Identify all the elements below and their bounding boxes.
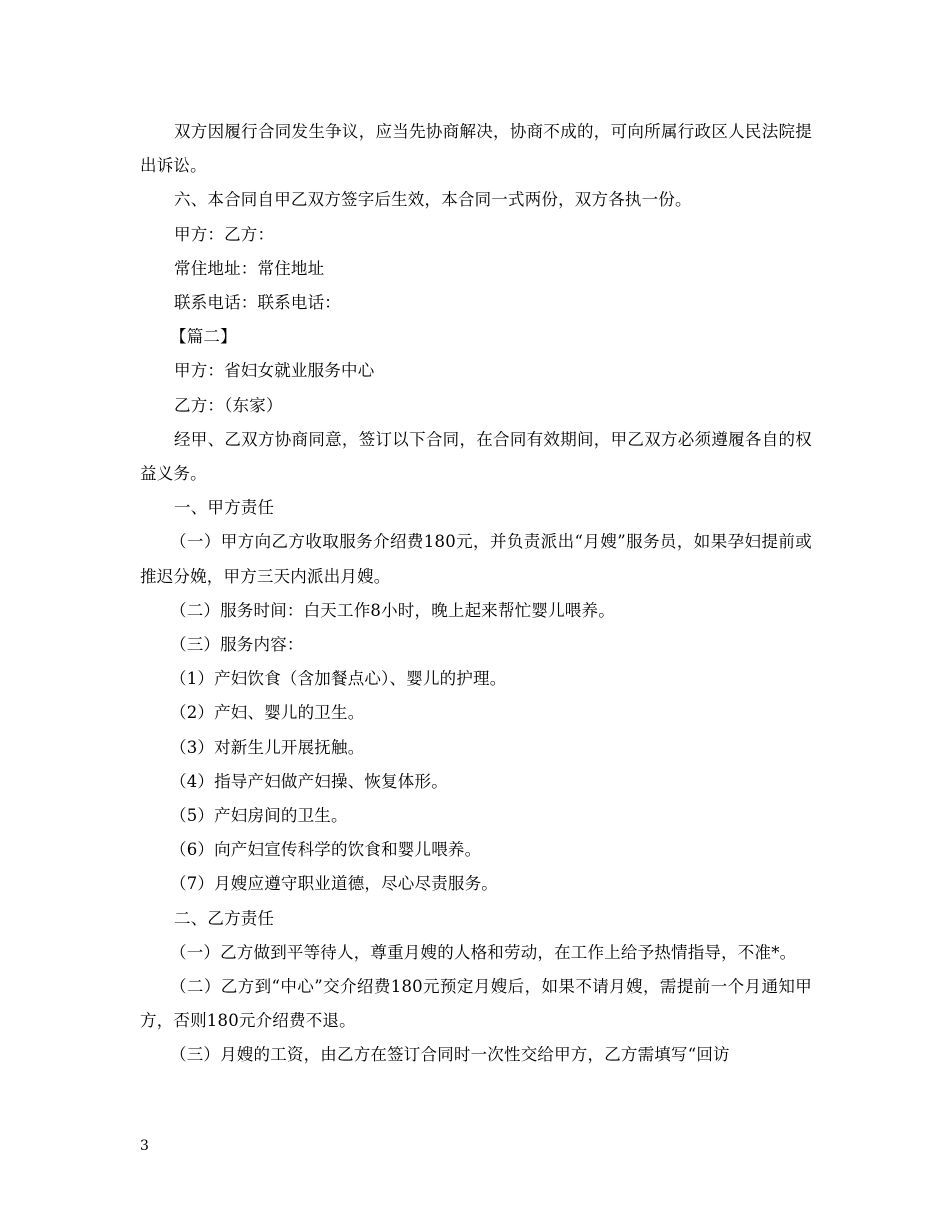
heading-party-a-duties: 一、甲方责任 <box>174 498 275 518</box>
paragraph-phone: 联系电话：联系电话： <box>174 293 341 313</box>
paragraph-party-b: 乙方：（东家） <box>174 395 283 415</box>
list-item-service-3: （3）对新生儿开展抚触。 <box>170 737 365 757</box>
section-heading-part-two: 【篇二】 <box>170 327 237 347</box>
paragraph-signatories: 甲方：乙方： <box>174 224 275 244</box>
list-item-service-7: （7）月嫂应遵守职业道德，尽心尽责服务。 <box>170 874 498 894</box>
heading-party-b-duties: 二、乙方责任 <box>174 908 275 928</box>
list-item-service-4: （4）指导产妇做产妇操、恢复体形。 <box>170 771 448 791</box>
page-number: 3 <box>140 1138 149 1154</box>
paragraph-a-duty-2: （二）服务时间：白天工作8小时，晚上起来帮忙婴儿喂养。 <box>170 600 615 620</box>
paragraph-b-duty-1: （一）乙方做到平等待人，尊重月嫂的人格和劳动，在工作上给予热情指导，不准*。 <box>170 942 797 962</box>
paragraph-b-duty-3: （三）月嫂的工资，由乙方在签订合同时一次性交给甲方，乙方需填写“回访 <box>170 1045 730 1065</box>
paragraph-agreement-intro: 经甲、乙双方协商同意，签订以下合同，在合同有效期间，甲乙双方必须遵履各自的权益义务。 <box>140 429 812 484</box>
paragraph-a-duty-1: （一）甲方向乙方收取服务介绍费180元，并负责派出“月嫂”服务员，如果孕妇提前或推迟分娩，甲方三天内派出月嫂。 <box>140 532 812 586</box>
list-item-service-6: （6）向产妇宣传科学的饮食和婴儿喂养。 <box>170 840 482 860</box>
list-item-service-5: （5）产妇房间的卫生。 <box>170 806 348 826</box>
paragraph-party-a: 甲方：省妇女就业服务中心 <box>174 361 375 381</box>
list-item-service-2: （2）产妇、婴儿的卫生。 <box>170 703 365 723</box>
paragraph-dispute: 双方因履行合同发生争议，应当先协商解决，协商不成的，可向所属行政区人民法院提出诉讼。 <box>140 122 812 176</box>
list-item-service-1: （1）产妇饮食（含加餐点心）、婴儿的护理。 <box>170 669 507 689</box>
document-body <box>140 115 812 1073</box>
paragraph-a-duty-3: （三）服务内容： <box>170 635 304 655</box>
paragraph-b-duty-2: （二）乙方到“中心”交介绍费180元预定月嫂后，如果不请月嫂，需提前一个月通知甲方，否则180元介绍费不退。 <box>140 977 812 1031</box>
paragraph-clause-six: 六、本合同自甲乙双方签字后生效，本合同一式两份，双方各执一份。 <box>174 190 692 210</box>
paragraph-address: 常住地址：常住地址 <box>174 258 325 278</box>
